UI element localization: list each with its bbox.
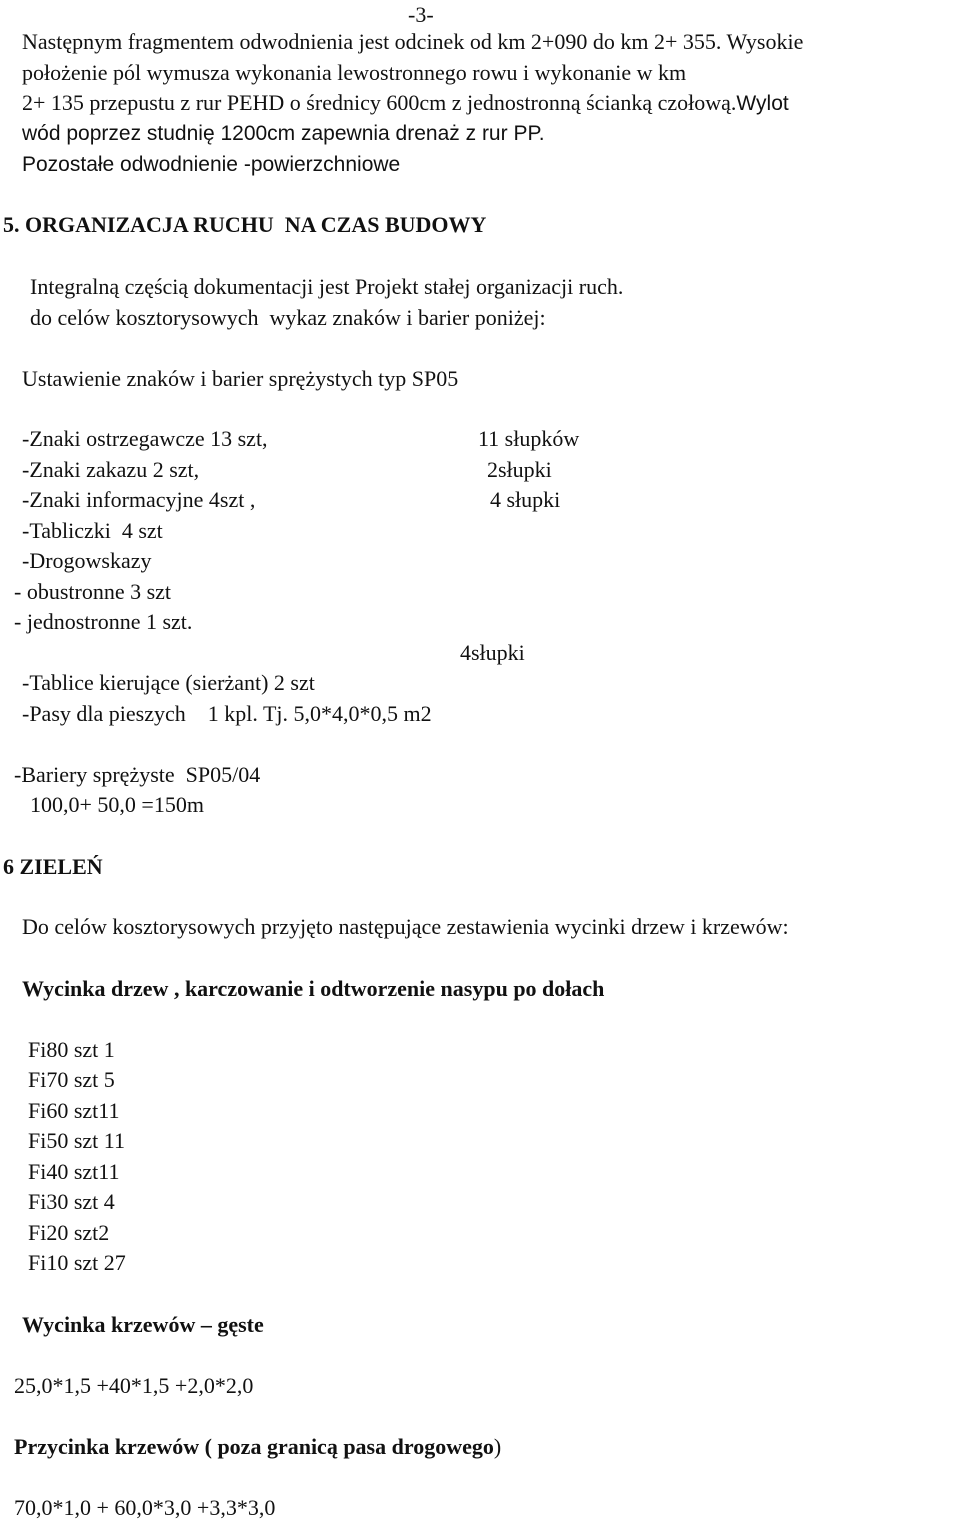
tree-list-item: Fi30 szt 4: [28, 1189, 115, 1214]
sign-item-posts: 4 słupki: [490, 487, 561, 512]
shrubs-trim-heading-text: Przycinka krzewów ( poza granicą pasa drogowego: [14, 1434, 494, 1459]
bariery-item: -Bariery sprężyste SP05/04: [14, 762, 261, 787]
pasy-item: -Pasy dla pieszych 1 kpl. Tj. 5,0*4,0*0,5 m2: [22, 701, 432, 726]
signs-subheading: Ustawienie znaków i barier sprężystych typ SP05: [22, 366, 459, 391]
intro-line-5: Pozostałe odwodnienie -powierzchniowe: [22, 153, 401, 176]
tree-list-item: Fi60 szt11: [28, 1098, 120, 1123]
section-5-heading: 5. ORGANIZACJA RUCHU NA CZAS BUDOWY: [3, 212, 487, 237]
tree-list-item: Fi40 szt11: [28, 1159, 120, 1184]
shrubs-trim-calculation: 70,0*1,0 + 60,0*3,0 +3,3*3,0: [14, 1495, 276, 1520]
tree-list-item: Fi20 szt2: [28, 1220, 110, 1245]
section-5-paragraph-1: Integralną częścią dokumentacji jest Projekt stałej organizacji ruch.: [30, 274, 624, 299]
section-6-heading: 6 ZIELEŃ: [3, 854, 103, 879]
posts-extra: 4słupki: [460, 640, 525, 665]
tree-list-item: Fi80 szt 1: [28, 1037, 115, 1062]
tree-list-item: Fi50 szt 11: [28, 1128, 125, 1153]
sign-item-label: - obustronne 3 szt: [14, 579, 172, 604]
sign-item-label: -Znaki zakazu 2 szt,: [22, 457, 200, 482]
intro-line-4: wód poprzez studnię 1200cm zapewnia drenaż z rur PP.: [22, 122, 545, 145]
bariery-calculation: 100,0+ 50,0 =150m: [30, 792, 204, 817]
intro-line-2: położenie pól wymusza wykonania lewostronnego rowu i wykonanie w km: [22, 60, 687, 85]
intro-line-1: Następnym fragmentem odwodnienia jest odcinek od km 2+090 do km 2+ 355. Wysokie: [22, 29, 804, 54]
sign-item-label: -Znaki informacyjne 4szt ,: [22, 487, 256, 512]
shrubs-trim-heading: [14, 1434, 501, 1460]
tablice-item: -Tablice kierujące (sierżant) 2 szt: [22, 670, 315, 695]
intro-line-3b: Wylot: [736, 92, 789, 115]
sign-item-label: -Tabliczki 4 szt: [22, 518, 163, 543]
tree-list-item: Fi70 szt 5: [28, 1067, 115, 1092]
shrubs-trim-heading-paren: ): [493, 1434, 502, 1459]
sign-item-posts: 11 słupków: [478, 426, 580, 451]
section-6-intro: Do celów kosztorysowych przyjęto następujące zestawienia wycinki drzew i krzewów:: [22, 914, 789, 939]
page-number: -3-: [408, 2, 434, 27]
section-5-paragraph-2: do celów kosztorysowych wykaz znaków i barier poniżej:: [30, 305, 546, 330]
shrubs-dense-calculation: 25,0*1,5 +40*1,5 +2,0*2,0: [14, 1373, 254, 1398]
sign-item-posts: 2słupki: [487, 457, 552, 482]
sign-item-label: - jednostronne 1 szt.: [14, 609, 193, 634]
sign-item-label: -Drogowskazy: [22, 548, 152, 573]
trees-heading: Wycinka drzew , karczowanie i odtworzenie nasypu po dołach: [22, 976, 605, 1001]
shrubs-dense-heading: Wycinka krzewów – gęste: [22, 1312, 264, 1337]
intro-line-3a: 2+ 135 przepustu z rur PEHD o średnicy 600cm z jednostronną ścianką czołową.: [22, 90, 737, 115]
tree-list-item: Fi10 szt 27: [28, 1250, 126, 1275]
sign-item-label: -Znaki ostrzegawcze 13 szt,: [22, 426, 268, 451]
intro-line-3: [22, 90, 789, 117]
